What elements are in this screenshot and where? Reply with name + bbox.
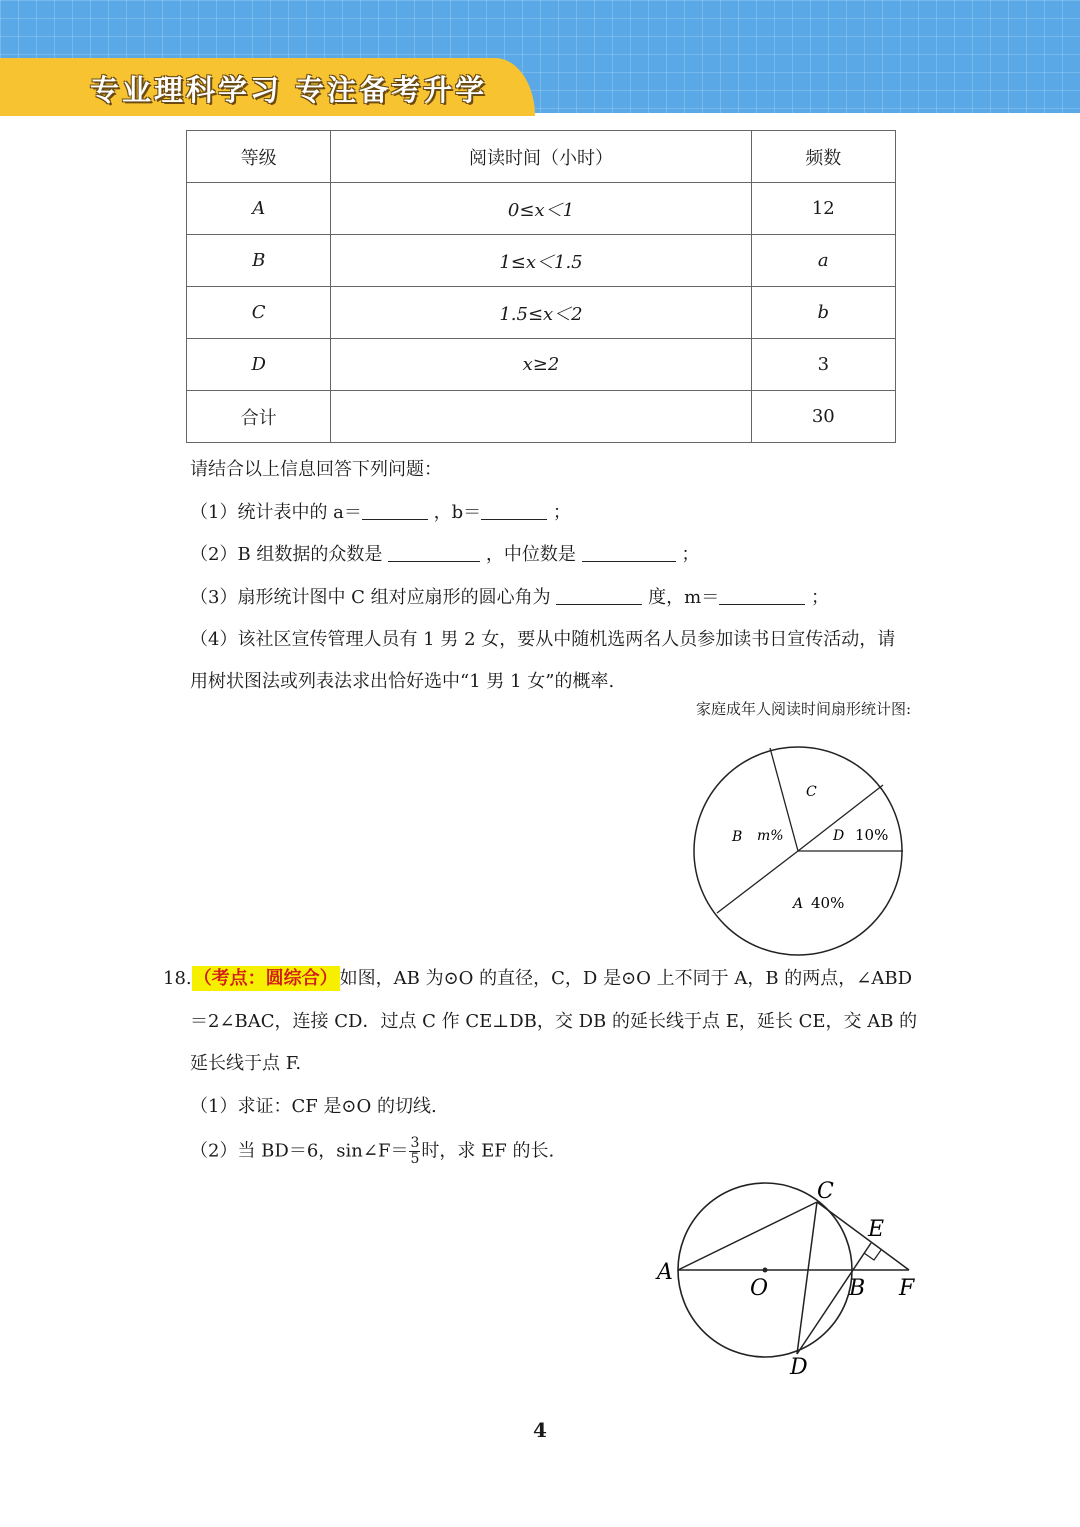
table-cell-grade: D xyxy=(187,339,331,391)
q17-part2-text-a: （2）B 组数据的众数是 xyxy=(190,544,383,565)
q17-part3 xyxy=(190,583,829,609)
table-header-cell: 频数 xyxy=(751,131,895,183)
table-row xyxy=(187,287,896,339)
table-header-row xyxy=(187,131,896,183)
reading-time-pie-chart xyxy=(690,738,914,958)
q17-part3-text-b: 度，m＝ xyxy=(648,587,720,608)
pie-label-d-pct: 10% xyxy=(855,826,889,844)
answer-blank[interactable] xyxy=(582,543,676,562)
q18-topic-tag: （考点：圆综合） xyxy=(193,968,338,989)
circle-geometry-figure xyxy=(650,1178,930,1383)
page-number: 4 xyxy=(533,1418,547,1442)
pie-label-c: C xyxy=(806,784,817,800)
table-row-total xyxy=(187,391,896,443)
label-a: A xyxy=(657,1260,673,1285)
table-cell-grade: C xyxy=(187,287,331,339)
fraction-3-5 xyxy=(409,1136,420,1167)
answer-blank[interactable] xyxy=(556,586,642,605)
table-cell-range: 1≤x＜1.5 xyxy=(331,235,751,287)
table-row xyxy=(187,339,896,391)
label-c: C xyxy=(817,1179,834,1204)
table-row xyxy=(187,183,896,235)
table-cell-grade: B xyxy=(187,235,331,287)
q17-part1-end: ； xyxy=(552,502,571,523)
q17-part4-line2: 用树状图法或列表法求出恰好选中“1 男 1 女”的概率. xyxy=(190,671,615,692)
q18-number: 18. xyxy=(163,968,192,989)
q18-line2: ＝2∠BAC，连接 CD．过点 C 作 CE⊥DB，交 DB 的延长线于点 E，延长 CE，交 AB 的 xyxy=(190,1011,918,1032)
q18-text-line1: 如图，AB 为⊙O 的直径，C，D 是⊙O 上不同于 A，B 的两点，∠ABD xyxy=(339,968,913,989)
q18-line1 xyxy=(163,964,912,990)
pie-caption: 家庭成年人阅读时间扇形统计图: xyxy=(696,700,912,718)
q17-intro: 请结合以上信息回答下列问题： xyxy=(190,459,442,480)
pie-label-d: D xyxy=(833,828,845,844)
pie-label-b: B xyxy=(732,829,743,845)
label-f: F xyxy=(899,1276,915,1301)
table-cell-freq: 12 xyxy=(751,183,895,235)
table-cell-freq: 30 xyxy=(751,391,895,443)
line-ac xyxy=(678,1202,817,1270)
pie-label-a: A xyxy=(793,896,804,912)
pie-divider-ab xyxy=(717,851,798,913)
table-header-cell: 等级 xyxy=(187,131,331,183)
table-header-cell: 阅读时间（小时） xyxy=(331,131,751,183)
fraction-denominator: 5 xyxy=(410,1151,420,1167)
q18-line3: 延长线于点 F. xyxy=(190,1053,302,1074)
right-angle-mark xyxy=(864,1250,881,1260)
table-cell-freq: a xyxy=(751,235,895,287)
label-b: B xyxy=(849,1276,866,1301)
q18-part1: （1）求证：CF 是⊙O 的切线. xyxy=(190,1096,437,1117)
answer-blank[interactable] xyxy=(481,501,547,520)
q17-part4-line1: （4）该社区宣传管理人员有 1 男 2 女，要从中随机选两名人员参加读书日宣传活动，请 xyxy=(190,629,896,650)
q17-part3-end: ； xyxy=(810,587,829,608)
label-e: E xyxy=(868,1217,885,1242)
q17-part1-text-a: （1）统计表中的 a＝ xyxy=(190,502,362,523)
header-slogan: 专业理科学习 专注备考升学 xyxy=(90,73,488,107)
q17-part2-end: ； xyxy=(681,544,700,565)
q17-part1-text-b: ，b＝ xyxy=(433,502,482,523)
table-cell-range xyxy=(331,391,751,443)
reading-time-table xyxy=(186,130,896,443)
label-o: O xyxy=(750,1276,769,1301)
q17-part2 xyxy=(190,540,699,566)
line-cf xyxy=(817,1202,909,1270)
table-cell-grade: A xyxy=(187,183,331,235)
line-cd xyxy=(797,1202,817,1354)
answer-blank[interactable] xyxy=(719,586,805,605)
table-cell-range: 0≤x＜1 xyxy=(331,183,751,235)
answer-blank[interactable] xyxy=(388,543,480,562)
q17-part2-text-b: ，中位数是 xyxy=(485,544,576,565)
pie-label-b-pct: m% xyxy=(757,828,784,844)
q18-part2-text-b: 时，求 EF 的长. xyxy=(421,1140,555,1162)
pie-label-a-pct: 40% xyxy=(811,894,845,912)
fraction-numerator: 3 xyxy=(410,1135,420,1151)
label-d: D xyxy=(790,1355,808,1380)
table-cell-range: 1.5≤x＜2 xyxy=(331,287,751,339)
table-row xyxy=(187,235,896,287)
q17-part3-text-a: （3）扇形统计图中 C 组对应扇形的圆心角为 xyxy=(190,587,551,608)
table-cell-freq: 3 xyxy=(751,339,895,391)
q17-part1 xyxy=(190,498,571,524)
table-cell-range: x≥2 xyxy=(331,339,751,391)
q18-part2-text-a: （2）当 BD＝6，sin∠F＝ xyxy=(190,1140,409,1162)
answer-blank[interactable] xyxy=(362,501,428,520)
q18-part2 xyxy=(190,1136,554,1167)
center-point-o xyxy=(763,1268,768,1273)
table-cell-grade: 合计 xyxy=(187,391,331,443)
table-cell-freq: b xyxy=(751,287,895,339)
